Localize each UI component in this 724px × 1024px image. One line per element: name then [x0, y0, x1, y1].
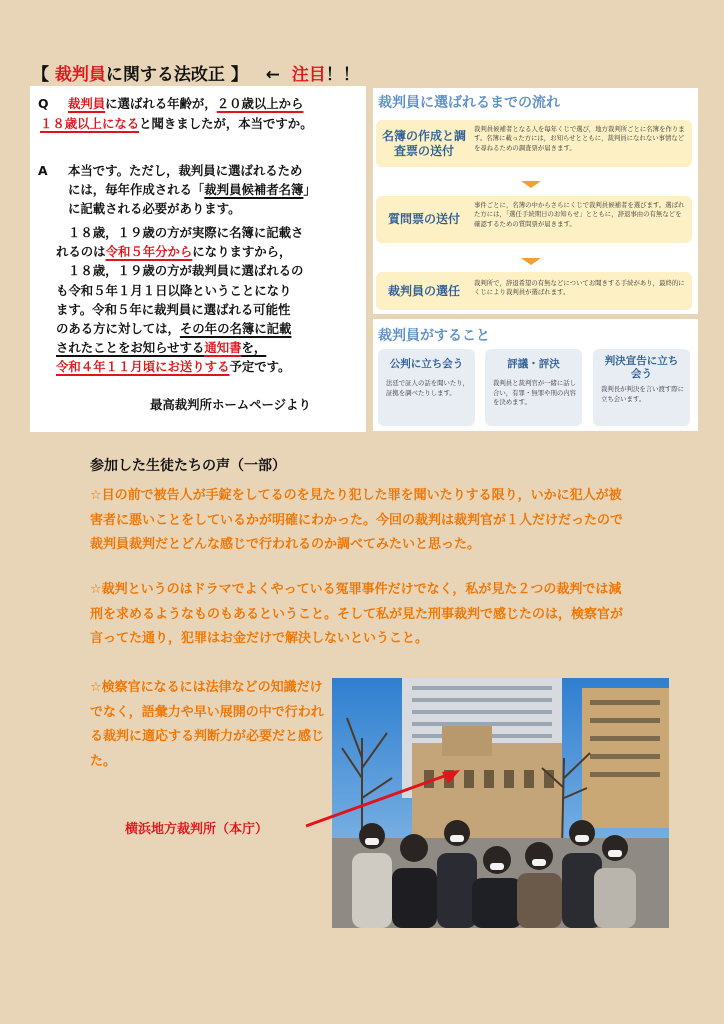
duty-card-desc: 法廷で証人の話を聞いたり，証拠を調べたりします。: [386, 379, 470, 397]
answer-body: 本当です。ただし，裁判員に選ばれるため には，毎年作成される「裁判員候補者名簿」 に記載される必要があります。: [68, 163, 316, 217]
qa-box: [30, 86, 366, 432]
duty-card-title: 判決宣告に立ち会う: [604, 355, 679, 380]
duty-card: [485, 349, 582, 426]
heading-arrow: ←: [265, 65, 280, 85]
question-line-2: １８歳以上になると聞きましたが，本当ですか。: [40, 116, 313, 131]
flow-title: 裁判員に選ばれるまでの流れ: [378, 95, 560, 111]
duties-title: 裁判員がすること: [378, 328, 490, 344]
duty-card: [378, 349, 475, 426]
heading-text: に関する法改正: [105, 65, 225, 85]
duty-card-title: 評議・評決: [507, 358, 560, 370]
flow-step: [376, 272, 692, 310]
voices-title: 参加した生徒たちの声（一部）: [90, 458, 286, 474]
flow-step-label: 名簿の作成と調査票の送付: [382, 128, 467, 158]
flow-arrow-icon: [521, 258, 541, 265]
question-mark: Q: [38, 96, 49, 111]
heading-attention: 注目: [291, 65, 326, 85]
heading-exclaim: ！！: [325, 65, 360, 85]
flow-step-desc: 事件ごとに，名簿の中からさらにくじで裁判員候補者を選びます。選ばれた方には，「選任手続期日のお知らせ」とともに，辞退事由の有無などを確認するための質問票が届きます。: [474, 201, 685, 228]
heading-bracket: 【: [32, 65, 49, 85]
question-line-1: 裁判員に選ばれる年齢が，２０歳以上から: [68, 96, 304, 111]
flow-arrow-icon: [521, 181, 541, 188]
flow-step: [376, 196, 692, 243]
flow-step: [376, 120, 692, 167]
source-note: 最高裁判所ホームページより: [150, 397, 311, 412]
page-heading: [32, 60, 360, 85]
heading-bracket: 】: [230, 65, 248, 85]
photo-caption: 横浜地方裁判所（本庁）: [125, 822, 269, 837]
heading-keyword: 裁判員: [54, 65, 106, 85]
duty-card-desc: 裁判長が判決を言い渡す際に立ち会います。: [601, 385, 685, 403]
answer-body-2: １８歳，１９歳の方が実際に名簿に記載さ れるのは令和５年分からになりますから， １８歳，１９歳の方が裁判員に選ばれるの も令和５年１月１日以降ということになり ます。令和５年に裁判員に選ばれる可能性 のある方に対しては，その年の名簿に記載 されたことをお知らせする通知書を， 令和４年１１月頃にお送りする予定です。: [56, 225, 304, 375]
pointer-arrow-icon: [300, 760, 470, 840]
flow-step-label: 質問票の送付: [387, 212, 460, 226]
voice-item: ☆目の前で被告人が手錠をしてるのを見たり犯した罪を聞いたりする限り，いかに犯人が被害者に悪いことをしているかが明確にわかった。今回の裁判は裁判官が１人だけだったので裁判員裁判だとどんな感じで行われるのか調べてみたいと思った。: [90, 488, 624, 552]
voice-item: ☆裁判というのはドラマでよくやっている冤罪事件だけでなく，私が見た２つの裁判では減刑を求めるようなものもあるということ。そして私が見た刑事裁判で感じたのは，検察官が言ってた通り，犯罪はお金だけで解決しないということ。: [90, 582, 624, 646]
duty-card: [593, 349, 690, 426]
flow-step-desc: 裁判所で，辞退希望の有無などについてお聞きする手続があり，最終的にくじにより裁判員が選ばれます。: [474, 279, 685, 297]
duty-card-desc: 裁判員と裁判官が一緒に話し合い，有罪・無罪や刑の内容を決めます。: [493, 379, 577, 406]
flow-step-desc: 裁判員候補者となる人を毎年くじで選び，地方裁判所ごとに名簿を作ります。名簿に載った方には，お知らせとともに，裁判員になれない事情などを尋ねるための調査票が届きます。: [474, 125, 685, 152]
duty-card-title: 公判に立ち会う: [389, 358, 464, 370]
flow-step-label: 裁判員の選任: [387, 283, 460, 298]
answer-mark: A: [38, 163, 48, 178]
voice-item: ☆検察官になるには法律などの知識だけでなく，語彙力や早い展開の中で行われる裁判に適応する判断力が必要だと感じた。: [90, 680, 325, 769]
